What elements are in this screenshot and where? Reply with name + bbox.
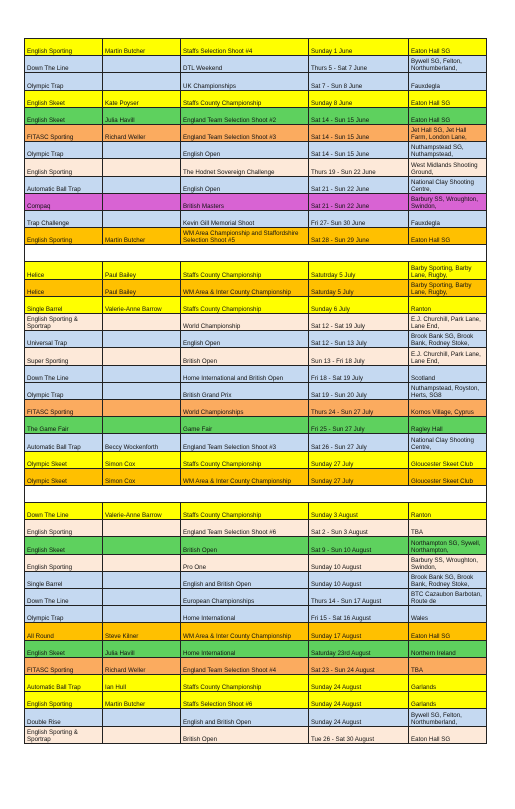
contact-cell: Martin Butcher xyxy=(103,228,181,245)
contact-cell xyxy=(103,399,181,416)
venue-cell: Brook Bank SG, Brook Bank, Rodney Stoke, xyxy=(409,571,487,588)
venue-cell: Fauxdegla xyxy=(409,73,487,90)
discipline-cell: FITASC Sporting xyxy=(25,657,103,674)
table-row xyxy=(25,56,487,73)
contact-cell xyxy=(103,606,181,623)
date-cell: Sat 12 - Sat 19 July xyxy=(309,314,409,331)
date-cell: Sat 28 - Sun 29 June xyxy=(309,228,409,245)
discipline-cell: Down The Line xyxy=(25,503,103,520)
discipline-cell: Helice xyxy=(25,279,103,296)
contact-cell xyxy=(103,331,181,348)
date-cell: Sunday 10 August xyxy=(309,571,409,588)
table-row xyxy=(25,279,487,296)
event-cell: Staffs County Championship xyxy=(181,296,309,313)
event-cell: Staffs County Championship xyxy=(181,262,309,279)
date-cell: Sat 2 - Sun 3 August xyxy=(309,520,409,537)
date-cell: Sat 7 - Sun 8 June xyxy=(309,73,409,90)
discipline-cell: Olympic Trap xyxy=(25,142,103,159)
venue-cell: Bywell SG, Felton, Northumberland, xyxy=(409,56,487,73)
venue-cell: Eaton Hall SG xyxy=(409,39,487,56)
table-row xyxy=(25,434,487,451)
discipline-cell: Automatic Ball Trap xyxy=(25,674,103,691)
event-cell: WM Area & Inter County Championship xyxy=(181,623,309,640)
event-cell: Game Fair xyxy=(181,417,309,434)
date-cell: Sunday 1 June xyxy=(309,39,409,56)
discipline-cell: Automatic Ball Trap xyxy=(25,434,103,451)
table-row xyxy=(25,451,487,468)
venue-cell: Gloucester Skeet Club xyxy=(409,451,487,468)
contact-cell: Paul Bailey xyxy=(103,262,181,279)
date-cell: Sat 9 - Sun 10 August xyxy=(309,537,409,554)
event-cell: Home International and British Open xyxy=(181,365,309,382)
event-cell: England Team Selection Shoot #2 xyxy=(181,107,309,124)
venue-cell: Brook Bank SG, Brook Bank, Rodney Stoke, xyxy=(409,331,487,348)
discipline-cell: The Game Fair xyxy=(25,417,103,434)
venue-cell: Jet Hall SG, Jet Hall Farm, London Lane, xyxy=(409,124,487,141)
contact-cell: Valerie-Anne Barrow xyxy=(103,296,181,313)
table-row xyxy=(25,606,487,623)
venue-cell: Scotland xyxy=(409,365,487,382)
discipline-cell: English Sporting xyxy=(25,692,103,709)
event-cell: English and British Open xyxy=(181,709,309,726)
table-row xyxy=(25,107,487,124)
contact-cell xyxy=(103,210,181,227)
date-cell: Sat 14 - Sun 15 June xyxy=(309,124,409,141)
discipline-cell: Olympic Trap xyxy=(25,73,103,90)
discipline-cell: English Skeet xyxy=(25,640,103,657)
venue-cell: Gloucester Skeet Club xyxy=(409,468,487,485)
event-schedule-table xyxy=(24,38,487,744)
event-cell: British Masters xyxy=(181,193,309,210)
discipline-cell: English Sporting xyxy=(25,520,103,537)
discipline-cell: Super Sporting xyxy=(25,348,103,365)
date-cell: Sat 23 - Sun 24 August xyxy=(309,657,409,674)
discipline-cell: English Sporting xyxy=(25,39,103,56)
table-row xyxy=(25,159,487,176)
contact-cell xyxy=(103,176,181,193)
venue-cell: Eaton Hall SG xyxy=(409,107,487,124)
contact-cell xyxy=(103,382,181,399)
venue-cell: Garlands xyxy=(409,692,487,709)
contact-cell: Valerie-Anne Barrow xyxy=(103,503,181,520)
venue-cell: Ranton xyxy=(409,296,487,313)
discipline-cell: Down The Line xyxy=(25,365,103,382)
contact-cell xyxy=(103,365,181,382)
event-cell: British Open xyxy=(181,726,309,743)
event-cell: English Open xyxy=(181,176,309,193)
event-cell: Staffs Selection Shoot #4 xyxy=(181,39,309,56)
discipline-cell: English Sporting & Sportrap xyxy=(25,314,103,331)
event-cell: WM Area Championship and Staffordshire Selection Shoot #5 xyxy=(181,228,309,245)
table-row xyxy=(25,537,487,554)
contact-cell xyxy=(103,589,181,606)
event-cell: WM Area & Inter County Championship xyxy=(181,279,309,296)
section-spacer-cell xyxy=(25,245,487,262)
discipline-cell: Olympic Trap xyxy=(25,606,103,623)
contact-cell xyxy=(103,520,181,537)
contact-cell: Kate Poyser xyxy=(103,90,181,107)
venue-cell: TBA xyxy=(409,657,487,674)
section-spacer-cell xyxy=(25,485,487,502)
table-row xyxy=(25,520,487,537)
date-cell: Sat 26 - Sun 27 July xyxy=(309,434,409,451)
date-cell: Thurs 24 - Sun 27 July xyxy=(309,399,409,416)
table-row xyxy=(25,589,487,606)
venue-cell: E.J. Churchill, Park Lane, Lane End, xyxy=(409,348,487,365)
event-cell: UK Championships xyxy=(181,73,309,90)
venue-cell: Fauxdegla xyxy=(409,210,487,227)
date-cell: Tue 26 - Sat 30 August xyxy=(309,726,409,743)
date-cell: Sat 19 - Sun 20 July xyxy=(309,382,409,399)
event-cell: British Open xyxy=(181,348,309,365)
venue-cell: Eaton Hall SG xyxy=(409,726,487,743)
contact-cell xyxy=(103,56,181,73)
event-cell: Home International xyxy=(181,606,309,623)
table-row xyxy=(25,503,487,520)
table-row xyxy=(25,417,487,434)
date-cell: Fri 18 - Sat 19 July xyxy=(309,365,409,382)
table-row xyxy=(25,90,487,107)
date-cell: Sat 21 - Sun 22 June xyxy=(309,176,409,193)
discipline-cell: English Skeet xyxy=(25,537,103,554)
event-cell: England Team Selection Shoot #4 xyxy=(181,657,309,674)
venue-cell: E.J. Churchill, Park Lane, Lane End, xyxy=(409,314,487,331)
event-cell: Staffs County Championship xyxy=(181,674,309,691)
date-cell: Saturday 23rd August xyxy=(309,640,409,657)
event-cell: Staffs County Championship xyxy=(181,503,309,520)
date-cell: Sunday 24 August xyxy=(309,692,409,709)
venue-cell: Barby Sporting, Barby Lane, Rugby, xyxy=(409,262,487,279)
discipline-cell: Helice xyxy=(25,262,103,279)
table-row xyxy=(25,348,487,365)
event-schedule-body xyxy=(25,39,487,744)
venue-cell: Nuthampstead SG, Nuthampstead, xyxy=(409,142,487,159)
date-cell: Sunday 6 July xyxy=(309,296,409,313)
event-cell: The Hodnet Sovereign Challenge xyxy=(181,159,309,176)
venue-cell: Barbury SS, Wroughton, Swindon, xyxy=(409,554,487,571)
venue-cell: National Clay Shooting Centre, xyxy=(409,176,487,193)
venue-cell: Kornos Village, Cyprus xyxy=(409,399,487,416)
discipline-cell: Olympic Skeet xyxy=(25,451,103,468)
date-cell: Sunday 10 August xyxy=(309,554,409,571)
discipline-cell: Universal Trap xyxy=(25,331,103,348)
table-row xyxy=(25,640,487,657)
discipline-cell: All Round xyxy=(25,623,103,640)
table-row xyxy=(25,262,487,279)
contact-cell xyxy=(103,537,181,554)
contact-cell xyxy=(103,709,181,726)
discipline-cell: English Sporting & Sportrap xyxy=(25,726,103,743)
venue-cell: Wales xyxy=(409,606,487,623)
contact-cell xyxy=(103,142,181,159)
date-cell: Sunday 8 June xyxy=(309,90,409,107)
date-cell: Sunday 27 July xyxy=(309,468,409,485)
event-cell: Staffs County Championship xyxy=(181,90,309,107)
date-cell: Sat 14 - Sun 15 June xyxy=(309,142,409,159)
event-cell: Home International xyxy=(181,640,309,657)
discipline-cell: Olympic Trap xyxy=(25,382,103,399)
table-row xyxy=(25,365,487,382)
event-cell: Kevin Gill Memorial Shoot xyxy=(181,210,309,227)
contact-cell: Richard Weller xyxy=(103,657,181,674)
event-cell: World Championship xyxy=(181,314,309,331)
discipline-cell: English Sporting xyxy=(25,554,103,571)
contact-cell: Simon Cox xyxy=(103,451,181,468)
contact-cell xyxy=(103,73,181,90)
venue-cell: National Clay Shooting Centre, xyxy=(409,434,487,451)
table-row xyxy=(25,657,487,674)
venue-cell: Northern Ireland xyxy=(409,640,487,657)
date-cell: Sat 14 - Sun 15 June xyxy=(309,107,409,124)
contact-cell xyxy=(103,417,181,434)
contact-cell: Steve Kilner xyxy=(103,623,181,640)
event-cell: England Team Selection Shoot #6 xyxy=(181,520,309,537)
event-cell: WM Area & Inter County Championship xyxy=(181,468,309,485)
discipline-cell: Down The Line xyxy=(25,56,103,73)
event-cell: England Team Selection Shoot #3 xyxy=(181,124,309,141)
table-row xyxy=(25,726,487,743)
contact-cell: Martin Butcher xyxy=(103,692,181,709)
venue-cell: Eaton Hall SG xyxy=(409,90,487,107)
contact-cell: Julia Havill xyxy=(103,107,181,124)
date-cell: Satutrday 5 July xyxy=(309,262,409,279)
table-row xyxy=(25,382,487,399)
event-cell: English Open xyxy=(181,142,309,159)
discipline-cell: Compaq xyxy=(25,193,103,210)
date-cell: Sunday 27 July xyxy=(309,451,409,468)
discipline-cell: English Skeet xyxy=(25,107,103,124)
event-cell: DTL Weekend xyxy=(181,56,309,73)
table-row xyxy=(25,176,487,193)
table-row xyxy=(25,674,487,691)
table-row xyxy=(25,73,487,90)
discipline-cell: English Sporting xyxy=(25,228,103,245)
venue-cell: BTC Cazaubon Barbotan, Route de xyxy=(409,589,487,606)
event-cell: Pro One xyxy=(181,554,309,571)
discipline-cell: Trap Challenge xyxy=(25,210,103,227)
date-cell: Sunday 17 August xyxy=(309,623,409,640)
event-cell: British Open xyxy=(181,537,309,554)
venue-cell: Barby Sporting, Barby Lane, Rugby, xyxy=(409,279,487,296)
table-row xyxy=(25,228,487,245)
date-cell: Sunday 3 August xyxy=(309,503,409,520)
contact-cell xyxy=(103,314,181,331)
venue-cell: TBA xyxy=(409,520,487,537)
table-row xyxy=(25,692,487,709)
event-cell: Staffs County Championship xyxy=(181,451,309,468)
table-row xyxy=(25,709,487,726)
contact-cell: Julia Havill xyxy=(103,640,181,657)
event-cell: England Team Selection Shoot #3 xyxy=(181,434,309,451)
date-cell: Saturday 5 July xyxy=(309,279,409,296)
discipline-cell: Automatic Ball Trap xyxy=(25,176,103,193)
table-row xyxy=(25,554,487,571)
date-cell: Sun 13 - Fri 18 July xyxy=(309,348,409,365)
contact-cell: Beccy Wockenforth xyxy=(103,434,181,451)
date-cell: Sat 21 - Sun 22 June xyxy=(309,193,409,210)
discipline-cell: English Skeet xyxy=(25,90,103,107)
venue-cell: West Midlands Shooting Ground, xyxy=(409,159,487,176)
table-row xyxy=(25,571,487,588)
section-spacer xyxy=(25,245,487,262)
venue-cell: Ragley Hall xyxy=(409,417,487,434)
event-cell: European Championships xyxy=(181,589,309,606)
event-cell: World Championships xyxy=(181,399,309,416)
venue-cell: Barbury SS, Wroughton, Swindon, xyxy=(409,193,487,210)
contact-cell xyxy=(103,554,181,571)
section-spacer xyxy=(25,485,487,502)
date-cell: Fri 15 - Sat 16 August xyxy=(309,606,409,623)
date-cell: Thurs 14 - Sun 17 August xyxy=(309,589,409,606)
table-row xyxy=(25,623,487,640)
table-row xyxy=(25,193,487,210)
table-row xyxy=(25,124,487,141)
date-cell: Fri 25 - Sun 27 July xyxy=(309,417,409,434)
venue-cell: Garlands xyxy=(409,674,487,691)
date-cell: Sunday 24 August xyxy=(309,674,409,691)
event-cell: English Open xyxy=(181,331,309,348)
table-row xyxy=(25,314,487,331)
venue-cell: Eaton Hall SG xyxy=(409,623,487,640)
date-cell: Sunday 24 August xyxy=(309,709,409,726)
table-row xyxy=(25,142,487,159)
contact-cell: Ian Hull xyxy=(103,674,181,691)
table-row xyxy=(25,296,487,313)
contact-cell: Simon Cox xyxy=(103,468,181,485)
event-cell: Staffs Selection Shoot #6 xyxy=(181,692,309,709)
date-cell: Thurs 5 - Sat 7 June xyxy=(309,56,409,73)
table-row xyxy=(25,399,487,416)
contact-cell xyxy=(103,726,181,743)
discipline-cell: FITASC Sporting xyxy=(25,124,103,141)
venue-cell: Bywell SG, Felton, Northumberland, xyxy=(409,709,487,726)
date-cell: Sat 12 - Sun 13 July xyxy=(309,331,409,348)
contact-cell: Martin Butcher xyxy=(103,39,181,56)
contact-cell xyxy=(103,159,181,176)
schedule-page xyxy=(24,38,486,744)
venue-cell: Ranton xyxy=(409,503,487,520)
table-row xyxy=(25,210,487,227)
contact-cell xyxy=(103,193,181,210)
discipline-cell: Single Barrel xyxy=(25,296,103,313)
discipline-cell: English Sporting xyxy=(25,159,103,176)
discipline-cell: Double Rise xyxy=(25,709,103,726)
discipline-cell: FITASC Sporting xyxy=(25,399,103,416)
discipline-cell: Single Barrel xyxy=(25,571,103,588)
contact-cell xyxy=(103,348,181,365)
venue-cell: Eaton Hall SG xyxy=(409,228,487,245)
venue-cell: Northampton SG, Sywell, Northampton, xyxy=(409,537,487,554)
discipline-cell: Down The Line xyxy=(25,589,103,606)
contact-cell: Richard Weller xyxy=(103,124,181,141)
contact-cell: Paul Bailey xyxy=(103,279,181,296)
event-cell: British Grand Prix xyxy=(181,382,309,399)
contact-cell xyxy=(103,571,181,588)
event-cell: English and British Open xyxy=(181,571,309,588)
date-cell: Fri 27- Sun 30 June xyxy=(309,210,409,227)
venue-cell: Nuthampstead, Royston, Herts, SG8 xyxy=(409,382,487,399)
table-row xyxy=(25,39,487,56)
table-row xyxy=(25,331,487,348)
table-row xyxy=(25,468,487,485)
discipline-cell: Olympic Skeet xyxy=(25,468,103,485)
date-cell: Thurs 19 - Sun 22 June xyxy=(309,159,409,176)
